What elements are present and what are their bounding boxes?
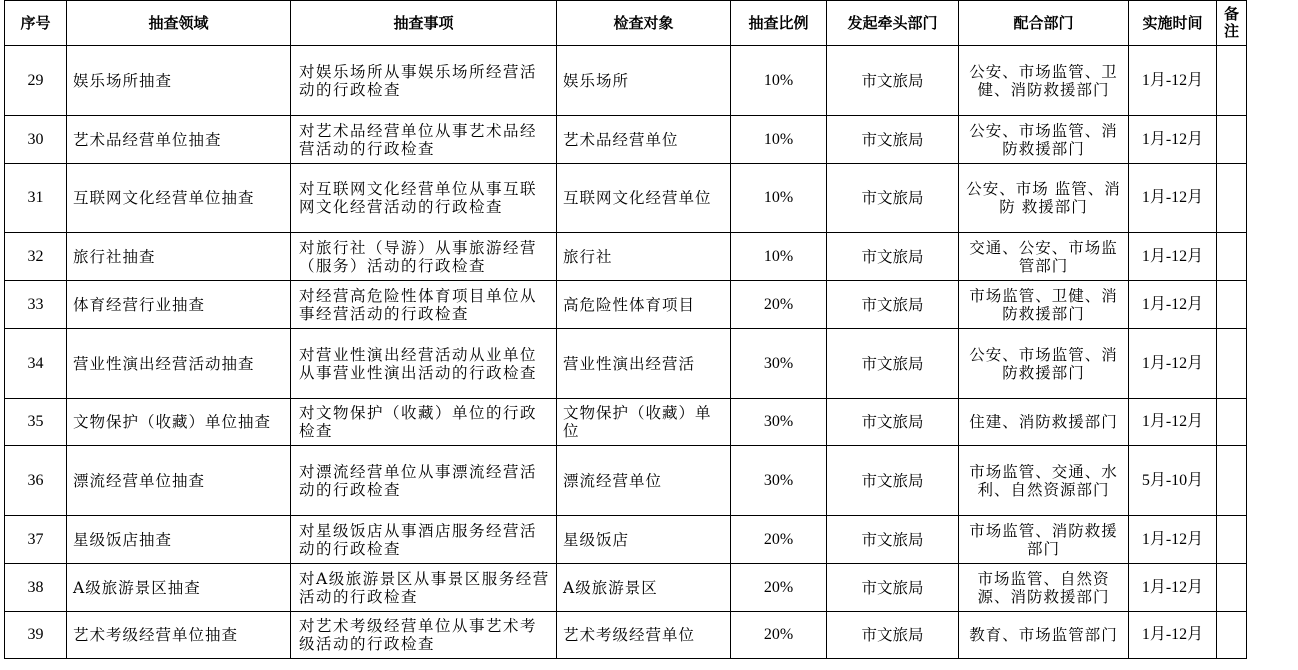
- cell-item: 对星级饭店从事酒店服务经营活动的行政检查: [291, 516, 557, 564]
- header-row: [5, 1, 1247, 46]
- cell-coop-dept: 市场监管、卫健、消防救援部门: [959, 281, 1129, 329]
- cell-note: [1217, 516, 1247, 564]
- cell-no: 32: [5, 233, 67, 281]
- inspection-table: [4, 0, 1247, 659]
- cell-item: 对文物保护（收藏）单位的行政检查: [291, 399, 557, 446]
- cell-lead-dept: 市文旅局: [827, 516, 959, 564]
- table-row: [5, 446, 1247, 516]
- table-row: [5, 399, 1247, 446]
- cell-target: 营业性演出经营活: [557, 329, 731, 399]
- cell-target: 高危险性体育项目: [557, 281, 731, 329]
- cell-note: [1217, 233, 1247, 281]
- cell-lead-dept: 市文旅局: [827, 564, 959, 612]
- cell-ratio: 20%: [731, 516, 827, 564]
- cell-lead-dept: 市文旅局: [827, 164, 959, 233]
- cell-target: 艺术考级经营单位: [557, 612, 731, 659]
- cell-item: 对艺术品经营单位从事艺术品经营活动的行政检查: [291, 116, 557, 164]
- cell-coop-dept: 公安、市场监管、消防救援部门: [959, 329, 1129, 399]
- cell-no: 37: [5, 516, 67, 564]
- cell-coop-dept: 住建、消防救援部门: [959, 399, 1129, 446]
- cell-note: [1217, 46, 1247, 116]
- table-row: [5, 516, 1247, 564]
- cell-no: 34: [5, 329, 67, 399]
- cell-time: 1月-12月: [1129, 164, 1217, 233]
- cell-lead-dept: 市文旅局: [827, 281, 959, 329]
- cell-no: 38: [5, 564, 67, 612]
- cell-target: 艺术品经营单位: [557, 116, 731, 164]
- cell-lead-dept: 市文旅局: [827, 329, 959, 399]
- cell-ratio: 20%: [731, 564, 827, 612]
- header-target: 检查对象: [557, 1, 731, 46]
- table-row: [5, 564, 1247, 612]
- table-row: [5, 281, 1247, 329]
- cell-ratio: 30%: [731, 329, 827, 399]
- cell-ratio: 10%: [731, 116, 827, 164]
- table-row: [5, 164, 1247, 233]
- cell-lead-dept: 市文旅局: [827, 446, 959, 516]
- cell-coop-dept: 市场监管、消防救援部门: [959, 516, 1129, 564]
- table-row: [5, 46, 1247, 116]
- cell-no: 35: [5, 399, 67, 446]
- cell-no: 39: [5, 612, 67, 659]
- cell-area: 文物保护（收藏）单位抽查: [67, 399, 291, 446]
- cell-area: 艺术品经营单位抽查: [67, 116, 291, 164]
- cell-lead-dept: 市文旅局: [827, 399, 959, 446]
- cell-lead-dept: 市文旅局: [827, 612, 959, 659]
- header-ratio: 抽查比例: [731, 1, 827, 46]
- cell-area: 漂流经营单位抽查: [67, 446, 291, 516]
- cell-no: 36: [5, 446, 67, 516]
- cell-area: 旅行社抽查: [67, 233, 291, 281]
- cell-time: 1月-12月: [1129, 281, 1217, 329]
- header-item: 抽查事项: [291, 1, 557, 46]
- table-row: [5, 329, 1247, 399]
- cell-target: 互联网文化经营单位: [557, 164, 731, 233]
- cell-note: [1217, 281, 1247, 329]
- cell-note: [1217, 329, 1247, 399]
- cell-ratio: 10%: [731, 233, 827, 281]
- cell-target: 漂流经营单位: [557, 446, 731, 516]
- cell-ratio: 20%: [731, 281, 827, 329]
- cell-area: 星级饭店抽查: [67, 516, 291, 564]
- cell-area: 体育经营行业抽查: [67, 281, 291, 329]
- cell-coop-dept: 公安、市场 监管、消防 救援部门: [959, 164, 1129, 233]
- cell-ratio: 30%: [731, 446, 827, 516]
- cell-time: 1月-12月: [1129, 564, 1217, 612]
- cell-no: 31: [5, 164, 67, 233]
- header-lead-dept: 发起牵头部门: [827, 1, 959, 46]
- header-time: 实施时间: [1129, 1, 1217, 46]
- cell-note: [1217, 116, 1247, 164]
- header-area: 抽查领域: [67, 1, 291, 46]
- table-row: [5, 612, 1247, 659]
- cell-note: [1217, 446, 1247, 516]
- cell-item: 对A级旅游景区从事景区服务经营活动的行政检查: [291, 564, 557, 612]
- cell-target: A级旅游景区: [557, 564, 731, 612]
- cell-time: 1月-12月: [1129, 399, 1217, 446]
- cell-time: 1月-12月: [1129, 46, 1217, 116]
- cell-note: [1217, 612, 1247, 659]
- cell-lead-dept: 市文旅局: [827, 116, 959, 164]
- cell-time: 1月-12月: [1129, 116, 1217, 164]
- cell-item: 对经营高危险性体育项目单位从事经营活动的行政检查: [291, 281, 557, 329]
- cell-coop-dept: 市场监管、交通、水利、自然资源部门: [959, 446, 1129, 516]
- cell-area: 艺术考级经营单位抽查: [67, 612, 291, 659]
- header-no: 序号: [5, 1, 67, 46]
- cell-area: 互联网文化经营单位抽查: [67, 164, 291, 233]
- cell-time: 5月-10月: [1129, 446, 1217, 516]
- cell-ratio: 20%: [731, 612, 827, 659]
- cell-ratio: 10%: [731, 164, 827, 233]
- cell-note: [1217, 564, 1247, 612]
- cell-item: 对旅行社（导游）从事旅游经营（服务）活动的行政检查: [291, 233, 557, 281]
- cell-time: 1月-12月: [1129, 233, 1217, 281]
- table-row: [5, 233, 1247, 281]
- cell-coop-dept: 公安、市场监管、卫健、消防救援部门: [959, 46, 1129, 116]
- cell-coop-dept: 公安、市场监管、消防救援部门: [959, 116, 1129, 164]
- cell-no: 30: [5, 116, 67, 164]
- cell-item: 对漂流经营单位从事漂流经营活动的行政检查: [291, 446, 557, 516]
- cell-coop-dept: 交通、公安、市场监管部门: [959, 233, 1129, 281]
- cell-target: 文物保护（收藏）单位: [557, 399, 731, 446]
- cell-area: 营业性演出经营活动抽查: [67, 329, 291, 399]
- header-coop-dept: 配合部门: [959, 1, 1129, 46]
- cell-item: 对娱乐场所从事娱乐场所经营活动的行政检查: [291, 46, 557, 116]
- cell-ratio: 30%: [731, 399, 827, 446]
- cell-target: 星级饭店: [557, 516, 731, 564]
- cell-target: 旅行社: [557, 233, 731, 281]
- cell-coop-dept: 市场监管、自然资源、消防救援部门: [959, 564, 1129, 612]
- cell-no: 29: [5, 46, 67, 116]
- cell-item: 对营业性演出经营活动从业单位从事营业性演出活动的行政检查: [291, 329, 557, 399]
- cell-item: 对艺术考级经营单位从事艺术考级活动的行政检查: [291, 612, 557, 659]
- cell-area: 娱乐场所抽查: [67, 46, 291, 116]
- cell-ratio: 10%: [731, 46, 827, 116]
- cell-note: [1217, 164, 1247, 233]
- cell-coop-dept: 教育、市场监管部门: [959, 612, 1129, 659]
- cell-time: 1月-12月: [1129, 516, 1217, 564]
- cell-lead-dept: 市文旅局: [827, 233, 959, 281]
- cell-no: 33: [5, 281, 67, 329]
- cell-time: 1月-12月: [1129, 612, 1217, 659]
- cell-note: [1217, 399, 1247, 446]
- cell-area: A级旅游景区抽查: [67, 564, 291, 612]
- cell-target: 娱乐场所: [557, 46, 731, 116]
- cell-time: 1月-12月: [1129, 329, 1217, 399]
- cell-lead-dept: 市文旅局: [827, 46, 959, 116]
- header-note: 备注: [1217, 1, 1247, 46]
- table-row: [5, 116, 1247, 164]
- cell-item: 对互联网文化经营单位从事互联网文化经营活动的行政检查: [291, 164, 557, 233]
